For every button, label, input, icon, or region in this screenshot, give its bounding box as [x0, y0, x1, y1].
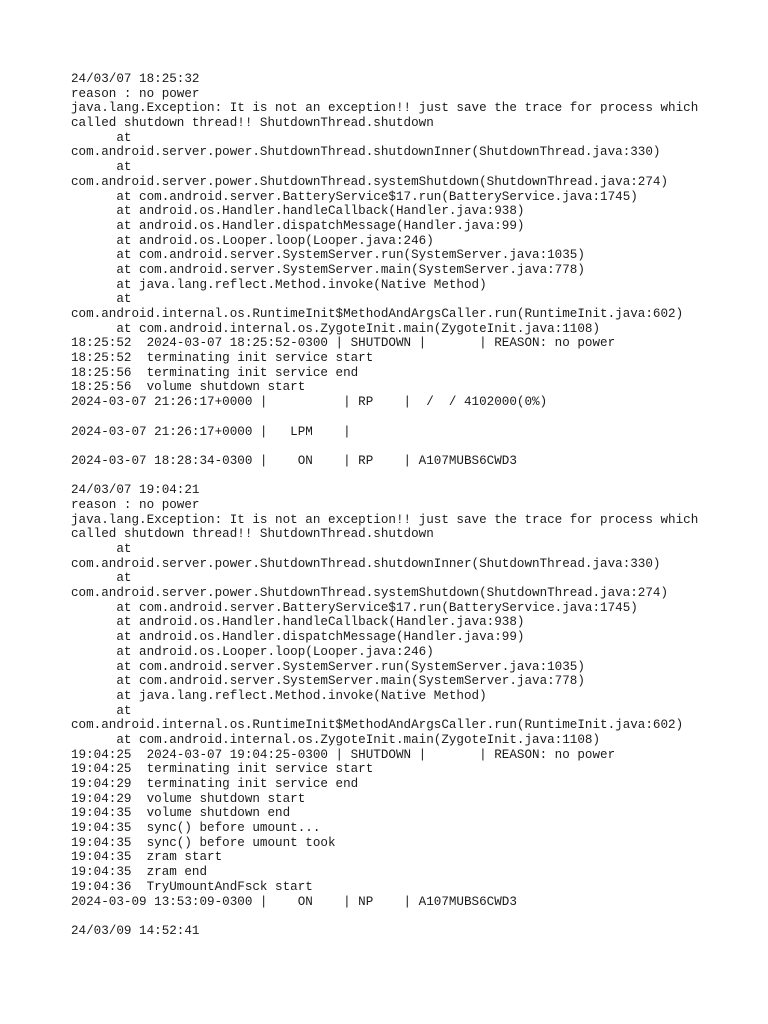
log-line: 2024-03-09 13:53:09-0300 | ON | NP | A107MUBS6CWD3	[71, 894, 517, 909]
log-line: at android.os.Looper.loop(Looper.java:246)	[71, 233, 434, 248]
log-line	[71, 439, 751, 454]
log-line: 24/03/09 14:52:41	[71, 923, 200, 938]
log-line: 19:04:29 terminating init service end	[71, 777, 359, 791]
log-line: at	[71, 703, 132, 718]
log-line: 19:04:25 terminating init service start	[71, 762, 374, 777]
log-line: com.android.server.power.ShutdownThread.shutdownInner(ShutdownThread.java:330)	[71, 556, 661, 571]
log-line: at com.android.server.BatteryService$17.run(BatteryService.java:1745)	[71, 189, 638, 204]
log-document	[71, 72, 751, 939]
log-line: at android.os.Handler.dispatchMessage(Handler.java:99)	[71, 218, 525, 233]
log-line: called shutdown thread!! ShutdownThread.shutdown	[71, 527, 434, 542]
log-line: 18:25:56 volume shutdown start	[71, 380, 306, 395]
log-line: 18:25:56 terminating init service end	[71, 365, 359, 380]
log-line: at com.android.internal.os.ZygoteInit.main(ZygoteInit.java:1108)	[71, 732, 601, 747]
log-line: 24/03/07 18:25:32	[71, 72, 200, 86]
log-line: 19:04:35 volume shutdown end	[71, 806, 291, 821]
log-line: com.android.server.power.ShutdownThread.systemShutdown(ShutdownThread.java:274)	[71, 586, 669, 601]
log-line: 24/03/07 19:04:21	[71, 483, 200, 498]
log-line: java.lang.Exception: It is not an exception!! just save the trace for process which	[71, 512, 699, 527]
log-line: called shutdown thread!! ShutdownThread.shutdown	[71, 116, 434, 131]
log-line: com.android.server.power.ShutdownThread.shutdownInner(ShutdownThread.java:330)	[71, 145, 661, 160]
log-line: reason : no power	[71, 497, 200, 512]
log-line: at com.android.server.SystemServer.main(SystemServer.java:778)	[71, 674, 585, 689]
log-line: 19:04:35 sync() before umount took	[71, 835, 336, 850]
log-line	[71, 410, 751, 425]
log-line: 19:04:35 zram end	[71, 865, 208, 880]
log-line: 18:25:52 terminating init service start	[71, 351, 374, 366]
log-line: com.android.internal.os.RuntimeInit$MethodAndArgsCaller.run(RuntimeInit.java:602)	[71, 718, 684, 733]
log-line: com.android.server.power.ShutdownThread.systemShutdown(ShutdownThread.java:274)	[71, 174, 669, 189]
log-line: reason : no power	[71, 86, 200, 101]
log-line: at android.os.Looper.loop(Looper.java:246)	[71, 644, 434, 659]
log-line	[71, 909, 751, 924]
log-line: java.lang.Exception: It is not an exception!! just save the trace for process which	[71, 101, 699, 116]
log-line: at	[71, 160, 132, 175]
log-line: at com.android.internal.os.ZygoteInit.main(ZygoteInit.java:1108)	[71, 321, 601, 336]
log-line: 19:04:36 TryUmountAndFsck start	[71, 879, 313, 894]
log-line: at com.android.server.SystemServer.run(SystemServer.java:1035)	[71, 659, 585, 674]
log-line: com.android.internal.os.RuntimeInit$MethodAndArgsCaller.run(RuntimeInit.java:602)	[71, 307, 684, 321]
log-line: 19:04:35 zram start	[71, 850, 223, 865]
log-line: at android.os.Handler.handleCallback(Handler.java:938)	[71, 615, 525, 630]
log-line: 2024-03-07 21:26:17+0000 | LPM |	[71, 424, 351, 439]
log-line: 2024-03-07 21:26:17+0000 | | RP | / / 4102000(0%)	[71, 395, 548, 410]
log-line: 19:04:29 volume shutdown start	[71, 791, 306, 806]
log-line: 2024-03-07 18:28:34-0300 | ON | RP | A107MUBS6CWD3	[71, 453, 517, 468]
log-line: at java.lang.reflect.Method.invoke(Native Method)	[71, 277, 487, 292]
log-line: at	[71, 292, 132, 307]
log-line: at	[71, 542, 132, 556]
log-line: at android.os.Handler.handleCallback(Handler.java:938)	[71, 204, 525, 219]
log-line: at	[71, 571, 132, 586]
log-line	[71, 469, 751, 484]
log-line: at	[71, 130, 132, 145]
log-line: 18:25:52 2024-03-07 18:25:52-0300 | SHUTDOWN | | REASON: no power	[71, 336, 616, 351]
log-line: at android.os.Handler.dispatchMessage(Handler.java:99)	[71, 630, 525, 645]
log-line: at com.android.server.SystemServer.main(SystemServer.java:778)	[71, 262, 585, 277]
log-line: at java.lang.reflect.Method.invoke(Native Method)	[71, 688, 487, 703]
log-line: 19:04:35 sync() before umount...	[71, 821, 321, 836]
log-line: at com.android.server.BatteryService$17.run(BatteryService.java:1745)	[71, 600, 638, 615]
log-line: at com.android.server.SystemServer.run(SystemServer.java:1035)	[71, 248, 585, 263]
log-line: 19:04:25 2024-03-07 19:04:25-0300 | SHUTDOWN | | REASON: no power	[71, 747, 616, 762]
